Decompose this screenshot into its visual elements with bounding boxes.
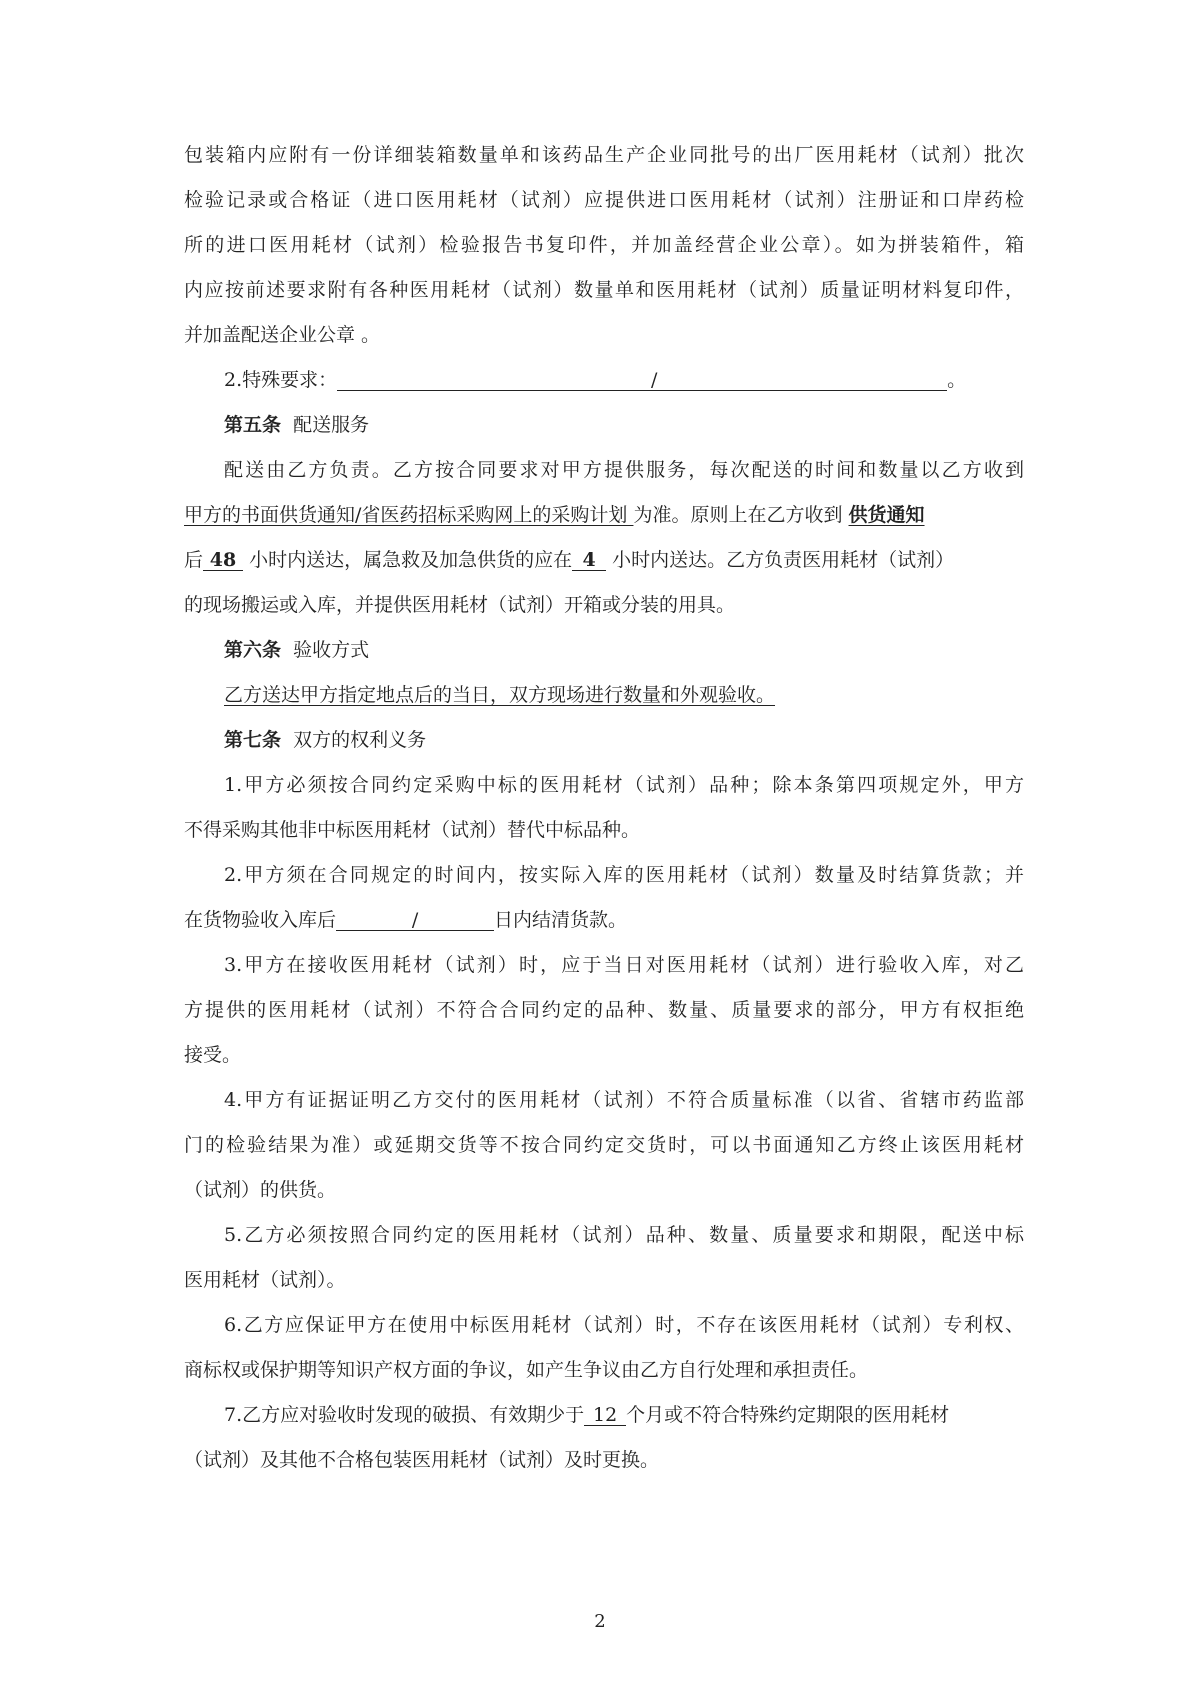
special-requirements <box>224 363 1024 397</box>
article-7-item-1-line-1: 1.甲方必须按合同约定采购中标的医用耗材（试剂）品种；除本条第四项规定外，甲方 <box>224 774 1024 796</box>
settlement-days-value: / <box>411 909 419 931</box>
article-5-number: 第五条 <box>224 414 282 436</box>
article-7-item-2-line-2 <box>184 903 1024 937</box>
urgent-hours-value: 4 <box>582 549 596 571</box>
packing-text-line-5: 并加盖配送企业公章 。 <box>184 324 381 346</box>
delivery-hours-value: 48 <box>209 549 237 571</box>
page-number: 2 <box>594 1611 606 1632</box>
article-5-title: 配送服务 <box>293 414 370 436</box>
article-5-line-4: 的现场搬运或入库，并提供医用耗材（试剂）开箱或分装的用具。 <box>184 594 736 616</box>
special-requirements-label: 2.特殊要求： <box>224 369 338 391</box>
article-7-number: 第七条 <box>224 729 282 751</box>
packing-text-line-3: 所的进口医用耗材（试剂）检验报告书复印件，并加盖经营企业公章）。如为拼装箱件，箱 <box>184 234 1024 256</box>
article-5-line-2-text: 为准。原则上在乙方收到 <box>633 504 843 526</box>
article-7-heading <box>224 723 1024 757</box>
article-7-item-7-line-1-a: 7.乙方应对验收时发现的破损、有效期少于 <box>224 1404 585 1426</box>
article-7-item-5-line-2: 医用耗材（试剂）。 <box>184 1269 346 1291</box>
article-6-title: 验收方式 <box>293 639 370 661</box>
article-7-item-3-line-3: 接受。 <box>184 1044 242 1066</box>
article-7-item-6-line-1: 6.乙方应保证甲方在使用中标医用耗材（试剂）时，不存在该医用耗材（试剂）专利权、 <box>224 1314 1024 1336</box>
special-requirements-value: / <box>650 369 658 391</box>
article-5-line-3-a: 后 <box>184 549 204 571</box>
special-requirements-end: 。 <box>947 369 967 391</box>
acceptance-method-text: 乙方送达甲方指定地点后的当日，双方现场进行数量和外观验收。 <box>224 684 776 706</box>
article-5-line-1: 配送由乙方负责。乙方按合同要求对甲方提供服务，每次配送的时间和数量以乙方收到 <box>224 459 1024 481</box>
article-6-line-1 <box>224 678 1024 712</box>
supply-notice-text: 供货通知 <box>848 504 925 526</box>
article-6-heading <box>224 633 1024 667</box>
article-7-item-3-line-1: 3.甲方在接收医用耗材（试剂）时，应于当日对医用耗材（试剂）进行验收入库，对乙 <box>224 954 1024 976</box>
article-7-title: 双方的权利义务 <box>293 729 427 751</box>
article-5-line-3-b: 小时内送达，属急救及加急供货的应在 <box>249 549 573 571</box>
urgent-hours-field <box>572 550 606 571</box>
special-requirements-blank <box>337 370 947 391</box>
article-7-item-2-line-2-a: 在货物验收入库后 <box>184 909 337 931</box>
packing-text-line-2: 检验记录或合格证（进口医用耗材（试剂）应提供进口医用耗材（试剂）注册证和口岸药检 <box>184 189 1024 211</box>
article-7-item-2-line-2-b: 日内结清货款。 <box>494 909 628 931</box>
article-7-item-4-line-1: 4.甲方有证据证明乙方交付的医用耗材（试剂）不符合质量标准（以省、省辖市药监部 <box>224 1089 1024 1111</box>
article-7-item-2-line-1: 2.甲方须在合同规定的时间内，按实际入库的医用耗材（试剂）数量及时结算货款；并 <box>224 864 1024 886</box>
settlement-days-field <box>336 910 494 931</box>
validity-months-value: 12 <box>593 1404 618 1426</box>
article-6-number: 第六条 <box>224 639 282 661</box>
article-7-item-5-line-1: 5.乙方必须按照合同约定的医用耗材（试剂）品种、数量、质量要求和期限，配送中标 <box>224 1224 1024 1246</box>
delivery-hours-field <box>203 550 243 571</box>
purchase-plan-text: 甲方的书面供货通知/省医药招标采购网上的采购计划 <box>184 504 634 526</box>
article-5-line-3 <box>184 543 1024 577</box>
article-7-item-7-line-1 <box>224 1398 1024 1432</box>
article-5-line-3-c: 小时内送达。乙方负责医用耗材（试剂） <box>612 549 955 571</box>
article-5-heading <box>224 408 1024 442</box>
article-7-item-6-line-2: 商标权或保护期等知识产权方面的争议，如产生争议由乙方自行处理和承担责任。 <box>184 1359 869 1381</box>
article-7-item-1-line-2: 不得采购其他非中标医用耗材（试剂）替代中标品种。 <box>184 819 641 841</box>
article-7-item-4-line-2: 门的检验结果为准）或延期交货等不按合同约定交货时，可以书面通知乙方终止该医用耗材 <box>184 1134 1024 1156</box>
article-7-item-4-line-3: （试剂）的供货。 <box>184 1179 337 1201</box>
article-7-item-7-line-1-b: 个月或不符合特殊约定期限的医用耗材 <box>626 1404 950 1426</box>
article-7-item-7-line-2: （试剂）及其他不合格包装医用耗材（试剂）及时更换。 <box>184 1449 660 1471</box>
validity-months-field <box>584 1405 626 1426</box>
packing-text-line-1: 包装箱内应附有一份详细装箱数量单和该药品生产企业同批号的出厂医用耗材（试剂）批次 <box>184 144 1024 166</box>
article-7-item-3-line-2: 方提供的医用耗材（试剂）不符合合同约定的品种、数量、质量要求的部分，甲方有权拒绝 <box>184 999 1024 1021</box>
article-5-line-2 <box>184 498 1024 532</box>
packing-text-line-4: 内应按前述要求附有各种医用耗材（试剂）数量单和医用耗材（试剂）质量证明材料复印件， <box>184 279 1024 301</box>
